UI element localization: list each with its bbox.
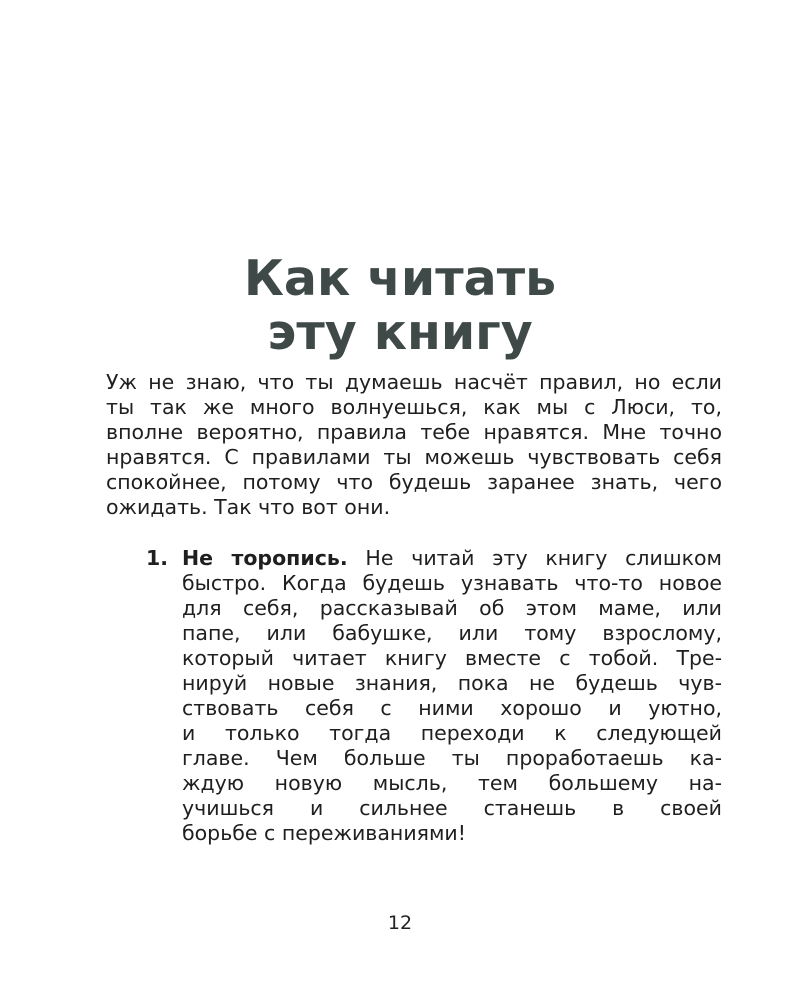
rule-line: папе, или бабушке, или тому взрослому, bbox=[182, 621, 722, 645]
rule-line: быстро. Когда будешь узнавать что-то новое bbox=[182, 571, 722, 595]
page-title bbox=[0, 252, 800, 360]
page-number: 12 bbox=[387, 912, 413, 934]
rules-list bbox=[146, 546, 722, 846]
rule-line: нируй новые знания, пока не будешь чув- bbox=[182, 671, 722, 695]
rule-line: который читает книгу вместе с тобой. Тре- bbox=[182, 646, 722, 670]
rule-first-line-rest: Не читай эту книгу слишком bbox=[347, 546, 722, 570]
intro-line: спокойнее, потому что будешь заранее знать, чего bbox=[106, 470, 722, 494]
rule-first-line bbox=[182, 546, 722, 571]
intro-line: вполне вероятно, правила тебе нравятся. Мне точно bbox=[106, 420, 722, 444]
intro-paragraph bbox=[106, 370, 722, 520]
intro-line: нравятся. С правилами ты можешь чувствовать себя bbox=[106, 445, 722, 469]
rule-number: 1. bbox=[146, 546, 169, 570]
rule-line: ствовать себя с ними хорошо и уютно, bbox=[182, 696, 722, 720]
rule-line: борьбе с переживаниями! bbox=[182, 821, 466, 845]
rule-lead: Не торопись. bbox=[182, 546, 348, 570]
intro-line: Уж не знаю, что ты думаешь насчёт правил, но если bbox=[106, 370, 722, 394]
rule-line: и только тогда переходи к следующей bbox=[182, 721, 722, 745]
rule-line: главе. Чем больше ты проработаешь ка- bbox=[182, 746, 722, 770]
rule-line: учишься и сильнее станешь в своей bbox=[182, 796, 722, 820]
rule-item bbox=[146, 546, 722, 846]
page-title-line-2: эту книгу bbox=[267, 304, 533, 361]
rule-line: для себя, рассказывай об этом маме, или bbox=[182, 596, 722, 620]
intro-line: ты так же много волнуешься, как мы с Люси, то, bbox=[106, 395, 722, 419]
page-title-line-1: Как читать bbox=[243, 250, 557, 307]
intro-line: ожидать. Так что вот они. bbox=[106, 495, 391, 519]
rule-line: ждую новую мысль, тем большему на- bbox=[182, 771, 722, 795]
